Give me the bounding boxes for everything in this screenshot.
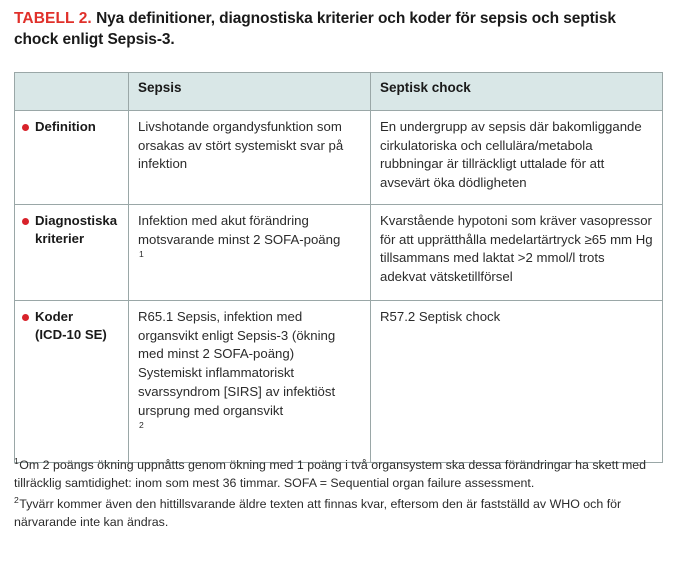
table-body — [15, 111, 663, 463]
footnotes-section — [14, 456, 668, 534]
cell-text: Kvarstående hypotoni som kräver vasopressor för att upprätthålla medelartärtryck ≥65 mm Hg tillsammans med laktat >2 mmol/l trots adekvat vätsketillförsel — [380, 213, 653, 285]
table-row — [15, 205, 663, 301]
cell-definition-sepsis — [129, 111, 371, 205]
row-label-text: Definition — [35, 119, 96, 134]
red-bullet-icon — [22, 124, 29, 131]
footnote-1-marker: 1 — [14, 455, 19, 466]
column-header-blank — [15, 73, 129, 111]
table-header — [15, 73, 663, 111]
column-header-septisk-chock: Septisk chock — [371, 73, 663, 111]
table-title-text: Nya definitioner, diagnostiska kriterier och koder för sepsis och septisk chock enligt Sepsis-3. — [14, 10, 616, 49]
row-label-text: Diagnostiska — [35, 213, 118, 228]
cell-criteria-septisk-chock — [371, 205, 663, 301]
figure-title — [14, 8, 664, 51]
row-label-text: Koder — [35, 309, 74, 324]
row-label-koder — [15, 301, 129, 463]
cell-text: R57.2 Septisk chock — [380, 309, 501, 324]
red-bullet-icon — [22, 218, 29, 225]
cell-definition-septisk-chock — [371, 111, 663, 205]
footnote-marker-1: 1 — [139, 249, 144, 260]
cell-text: Infektion med akut förändring motsvarande minst 2 SOFA-poäng — [138, 213, 341, 247]
footnote-2 — [14, 495, 668, 531]
cell-text: Livshotande organdysfunktion som orsakas av stört systemiskt svar på infektion — [138, 119, 344, 172]
sepsis-definitions-table — [14, 72, 663, 463]
cell-text: En undergrupp av sepsis där bakomliggande cirkulatoriska och cellulära/metabola rubbningar är tillräckligt uttalade för att avsevärt öka dödligheten — [380, 119, 642, 191]
column-header-sepsis: Sepsis — [129, 73, 371, 111]
red-bullet-icon — [22, 314, 29, 321]
cell-criteria-sepsis — [129, 205, 371, 301]
row-label-diagnostiska-kriterier — [15, 205, 129, 301]
row-label-subtext: kriterier — [35, 230, 85, 246]
footnote-1 — [14, 456, 668, 492]
row-label-subtext: (ICD-10 SE) — [35, 326, 107, 342]
row-label-definition — [15, 111, 129, 205]
footnote-2-marker: 2 — [14, 495, 19, 506]
table-header-row — [15, 73, 663, 111]
cell-codes-septisk-chock — [371, 301, 663, 463]
cell-text: R65.1 Sepsis, infektion med organsvikt enligt Sepsis-3 (ökning med minst 2 SOFA-poäng) Systemiskt inflammatoriskt svarssyndrom [SIRS] av infektiöst ursprung med organsvikt — [138, 309, 336, 418]
table-row — [15, 301, 663, 463]
footnote-1-text: Om 2 poängs ökning uppnåtts genom ökning med 1 poäng i två organsystem ska dessa förändringar ha skett med tillräcklig samtidighet: inom som mest 36 timmar. SOFA = Sequential organ failure assessment. — [14, 458, 647, 491]
table-row — [15, 111, 663, 205]
footnote-2-text: Tyvärr kommer även den hittillsvarande äldre texten att finnas kvar, eftersom den är fastställd av WHO och för närvarande inte kan ändras. — [14, 497, 622, 530]
table-container — [14, 72, 662, 463]
table-number-label: TABELL 2. — [14, 10, 92, 27]
row-label-with-bullet — [22, 212, 119, 230]
footnote-marker-2: 2 — [139, 420, 144, 431]
row-label-with-bullet — [22, 308, 119, 326]
row-label-with-bullet — [22, 118, 119, 136]
cell-codes-sepsis — [129, 301, 371, 463]
